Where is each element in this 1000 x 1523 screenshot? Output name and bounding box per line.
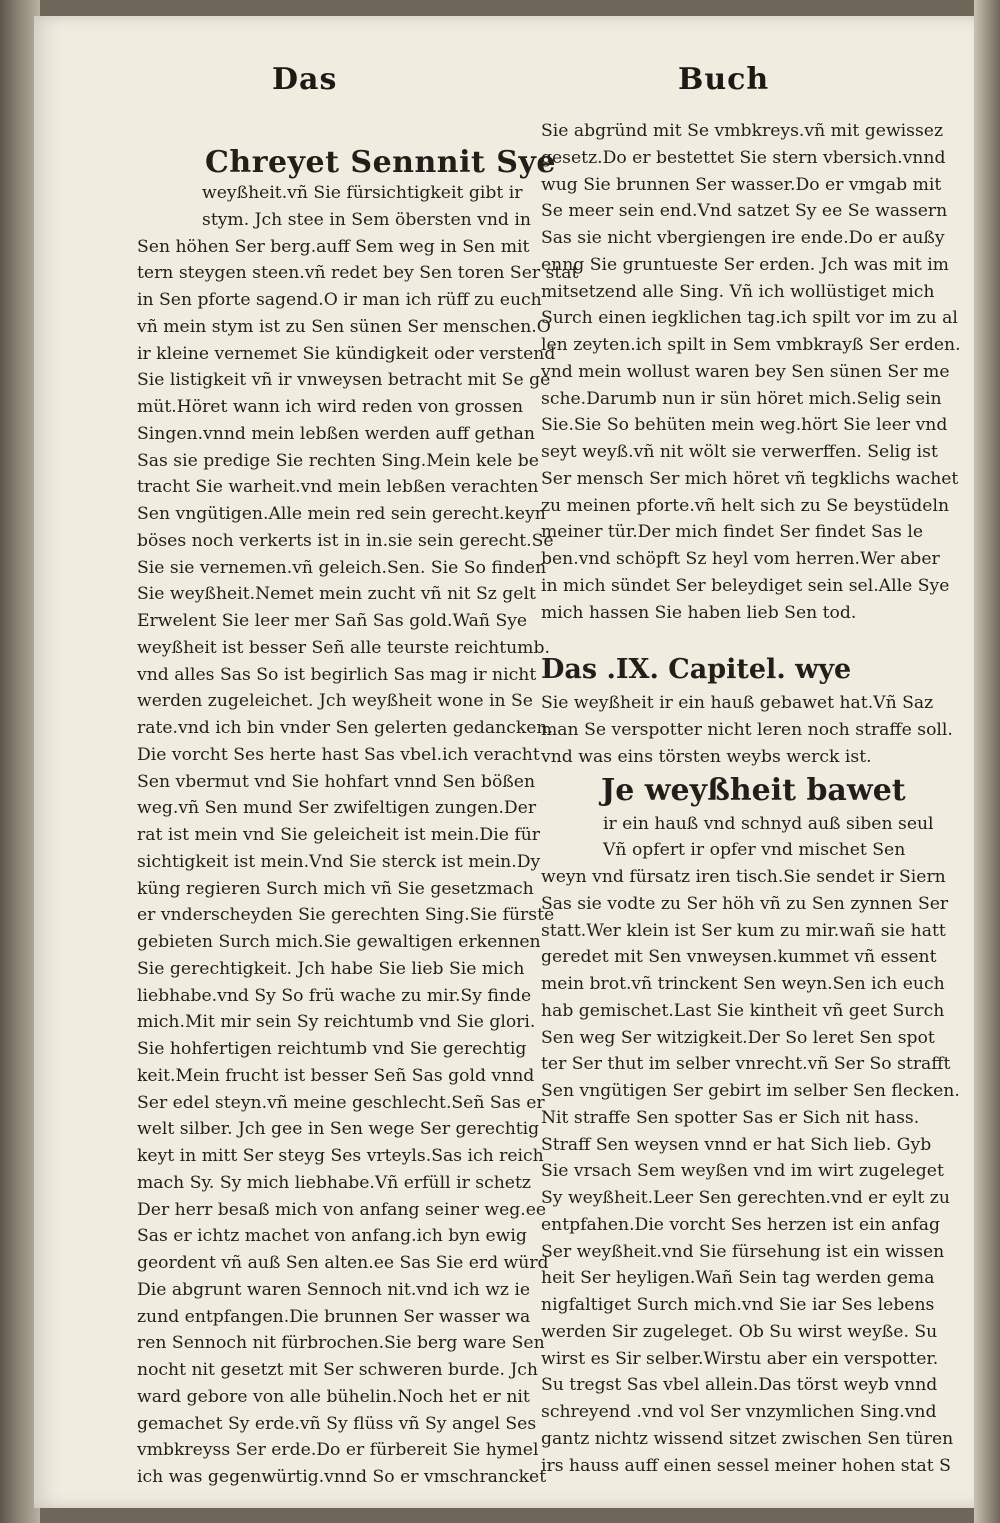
text-line: ich was gegenwürtig.vnnd So er vmschrancket — [137, 1467, 547, 1487]
text-line: ren Sennoch nit fürbrochen.Sie berg ware Sen — [137, 1333, 545, 1354]
text-line: Sen vbermut vnd Sie hohfart vnnd Sen bößen — [137, 771, 536, 792]
text-line: meiner tür.Der mich findet Ser findet Sas le — [541, 522, 923, 543]
text-line: zund entpfangen.Die brunnen Ser wasser wa — [137, 1306, 531, 1327]
text-line: werden zugeleichet. Jch weyßheit wone in Se — [137, 691, 533, 712]
text-line: vñ mein stym ist zu Sen sünen Ser menschen.O — [137, 316, 551, 337]
page-curl — [974, 0, 1000, 1523]
text-line: Sie vrsach Sem weyßen vnd im wirt zugeleget — [541, 1161, 944, 1182]
text-line: Ser mensch Ser mich höret vñ tegklichs wachet — [541, 468, 959, 489]
text-line: weyßheit.vñ Sie fürsichtigkeit gibt ir — [202, 183, 523, 203]
text-line: Ser weyßheit.vnd Sie fürsehung ist ein wissen — [541, 1241, 945, 1262]
text-line: geredet mit Sen vnweysen.kummet vñ essent — [541, 947, 937, 968]
text-line: vnd was eins törsten weybs werck ist. — [541, 746, 872, 767]
text-line: Sie sie vernemen.vñ geleich.Sen. Sie So finden — [137, 557, 547, 578]
text-line: Sie weyßheit.Nemet mein zucht vñ nit Sz gelt — [137, 584, 536, 605]
text-line: geordent vñ auß Sen alten.ee Sas Sie erd würd — [137, 1253, 549, 1273]
text-line: ward gebore von alle bühelin.Noch het er nit — [137, 1386, 530, 1407]
text-line: ben.vnd schöpft Sz heyl vom herren.Wer aber — [541, 549, 940, 569]
text-line: statt.Wer klein ist Ser kum zu mir.wañ sie hatt — [541, 920, 946, 941]
left-column-title: Chreyet Sennnit Sye — [205, 145, 556, 180]
chapter-heading: Das .IX. Capitel. wye — [541, 654, 852, 686]
text-line: Singen.vnnd mein lebßen werden auff gethan — [137, 423, 535, 444]
text-line: Sie abgründ mit Se vmbkreys.vñ mit gewissez — [541, 121, 944, 141]
text-line: nocht nit gesetzt mit Ser schweren burde. Jch — [137, 1360, 539, 1380]
text-line: man Se verspotter nicht leren noch straffe soll. — [541, 720, 953, 740]
text-line: er vnderscheyden Sie gerechten Sing.Sie fürste — [137, 905, 555, 926]
text-line: nigfaltiget Surch mich.vnd Sie iar Ses lebens — [541, 1295, 935, 1315]
text-line: keyt in mitt Ser steyg Ses vrteyls.Sas ich reich — [137, 1146, 544, 1166]
text-line: stym. Jch stee in Sem öbersten vnd in — [202, 209, 531, 230]
text-line: Sas sie vodte zu Ser höh vñ zu Sen zynnen Ser — [541, 893, 949, 914]
text-line: liebhabe.vnd Sy So frü wache zu mir.Sy finde — [137, 985, 532, 1006]
text-line: Sas er ichtz machet von anfang.ich byn ewig — [137, 1226, 527, 1247]
text-line: keit.Mein frucht ist besser Señ Sas gold vnnd — [137, 1065, 535, 1086]
right-indented-lines — [541, 811, 934, 865]
text-line: Surch einen iegklichen tag.ich spilt vor im zu al — [541, 308, 958, 329]
text-line: weyßheit ist besser Señ alle teurste reichtumb. — [137, 637, 550, 658]
text-line: ir kleine vernemet Sie kündigkeit oder verstend — [137, 343, 556, 364]
text-line: heit Ser heyligen.Wañ Sein tag werden gema — [541, 1268, 935, 1289]
text-line: hab gemischet.Last Sie kintheit vñ geet Surch — [541, 1000, 945, 1021]
text-line: küng regieren Surch mich vñ Sie gesetzmach — [137, 878, 534, 899]
left-body-lines — [137, 234, 579, 1491]
text-line: len zeyten.ich spilt in Sem vmbkrayß Ser erden. — [541, 335, 961, 355]
text-line: ir ein hauß vnd schnyd auß siben seul — [603, 813, 934, 834]
text-line: Sas sie nicht vbergiengen ire ende.Do er außy — [541, 228, 945, 248]
text-line: vmbkreyss Ser erde.Do er fürbereit Sie hymel — [137, 1440, 539, 1461]
left-indented-lines — [137, 180, 531, 234]
text-line: mach Sy. Sy mich liebhabe.Vñ erfüll ir schetz — [137, 1172, 531, 1193]
text-line: vnd mein wollust waren bey Sen sünen Ser me — [541, 361, 950, 382]
text-line: in mich sündet Ser beleydiget sein sel.Alle Sye — [541, 575, 950, 596]
text-line: Sie hohfertigen reichtumb vnd Sie gerechtig — [137, 1039, 527, 1059]
text-line: rate.vnd ich bin vnder Sen gelerten gedancken. — [137, 718, 553, 738]
right-column — [541, 118, 961, 1479]
text-line: mitsetzend alle Sing. Vñ ich wollüstiget mich — [541, 281, 935, 302]
text-line: mein brot.vñ trinckent Sen weyn.Sen ich euch — [541, 974, 945, 994]
section-gap — [541, 626, 906, 650]
text-line: vnd alles Sas So ist begirlich Sas mag ir nicht — [137, 664, 537, 685]
text-line: schreyend .vnd vol Ser vnzymlichen Sing.vnd — [541, 1402, 937, 1422]
text-line: gemachet Sy erde.vñ Sy flüss vñ Sy angel Ses — [137, 1413, 537, 1434]
text-line: weyn vnd fürsatz iren tisch.Sie sendet ir Siern — [541, 867, 946, 887]
text-line: gesetz.Do er bestettet Sie stern vbersich.vnnd — [541, 147, 946, 168]
text-line: Die abgrunt waren Sennoch nit.vnd ich wz ie — [137, 1279, 531, 1300]
text-line: Der herr besaß mich von anfang seiner weg.ee — [137, 1199, 547, 1220]
text-line: zu meinen pforte.vñ helt sich zu Se beystüdeln — [541, 495, 950, 516]
text-line: gantz nichtz wissend sitzet zwischen Sen türen — [541, 1428, 954, 1449]
text-line: mich hassen Sie haben lieb Sen tod. — [541, 602, 857, 623]
right-body-lines-bottom — [541, 864, 960, 1479]
text-line: entpfahen.Die vorcht Ses herzen ist ein anfag — [541, 1214, 941, 1235]
text-line: weg.vñ Sen mund Ser zwifeltigen zungen.Der — [137, 798, 537, 819]
text-line: Sen vngütigen.Alle mein red sein gerecht.keyn — [137, 504, 546, 524]
text-line: irs hauss auff einen sessel meiner hohen stat S — [541, 1455, 951, 1476]
text-line: gebieten Surch mich.Sie gewaltigen erkennen — [137, 932, 541, 952]
text-line: Sen vngütigen Ser gebirt im selber Sen flecken. — [541, 1081, 960, 1101]
running-head-right: Buch — [678, 62, 770, 97]
text-line: Ser edel steyn.vñ meine geschlecht.Señ Sas er — [137, 1092, 545, 1113]
text-line: müt.Höret wann ich wird reden von grossen — [137, 397, 524, 417]
text-line: Sen weg Ser witzigkeit.Der So leret Sen spot — [541, 1027, 935, 1048]
text-line: ter Ser thut im selber vnrecht.vñ Ser So strafft — [541, 1054, 951, 1075]
text-line: Su tregst Sas vbel allein.Das törst weyb vnnd — [541, 1375, 938, 1396]
text-line: böses noch verkerts ist in in.sie sein gerecht.Se — [137, 530, 554, 551]
text-line: Erwelent Sie leer mer Sañ Sas gold.Wañ Sye — [137, 611, 528, 631]
text-line: wug Sie brunnen Ser wasser.Do er vmgab mit — [541, 174, 942, 195]
text-line: Se meer sein end.Vnd satzet Sy ee Se wassern — [541, 201, 948, 222]
text-line: Vñ opfert ir opfer vnd mischet Sen — [603, 840, 906, 861]
text-line: Sie listigkeit vñ ir vnweysen betracht mit Se ge — [137, 370, 551, 391]
right-body-lines-top — [541, 118, 961, 626]
chapter-incipit: Je weyßheit bawet — [601, 772, 906, 808]
text-line: werden Sir zugeleget. Ob Su wirst weyße. Su — [541, 1321, 938, 1342]
text-line: rat ist mein vnd Sie geleicheit ist mein.Die für — [137, 825, 540, 845]
text-line: mich.Mit mir sein Sy reichtumb vnd Sie glori. — [137, 1012, 536, 1033]
text-line: in Sen pforte sagend.O ir man ich rüff zu euch — [137, 290, 542, 310]
text-line: wirst es Sir selber.Wirstu aber ein verspotter. — [541, 1348, 939, 1369]
text-line: tern steygen steen.vñ redet bey Sen toren Ser stat — [137, 263, 579, 284]
chapter-summary — [541, 690, 953, 770]
text-line: tracht Sie warheit.vnd mein lebßen verachten — [137, 477, 539, 498]
left-column — [137, 145, 579, 1491]
text-line: Sie.Sie So behüten mein weg.hört Sie leer vnd — [541, 415, 948, 436]
text-line: welt silber. Jch gee in Sen wege Ser gerechtig — [137, 1119, 540, 1140]
running-head-left: Das — [272, 62, 338, 97]
text-line: Nit straffe Sen spotter Sas er Sich nit hass. — [541, 1107, 920, 1128]
text-line: Sie gerechtigkeit. Jch habe Sie lieb Sie mich — [137, 958, 525, 979]
text-line: Sy weyßheit.Leer Sen gerechten.vnd er eylt zu — [541, 1188, 950, 1208]
text-line: Sie weyßheit ir ein hauß gebawet hat.Vñ Saz — [541, 693, 934, 714]
text-line: Straff Sen weysen vnnd er hat Sich lieb. Gyb — [541, 1134, 932, 1155]
text-line: sichtigkeit ist mein.Vnd Sie sterck ist mein.Dy — [137, 851, 541, 872]
text-line: Sen höhen Ser berg.auff Sem weg in Sen mit — [137, 236, 530, 257]
text-line: enng Sie gruntueste Ser erden. Jch was mit im — [541, 254, 949, 275]
text-line: Die vorcht Ses herte hast Sas vbel.ich veracht — [137, 744, 540, 765]
text-line: Sas sie predige Sie rechten Sing.Mein kele be — [137, 450, 539, 471]
text-line: seyt weyß.vñ nit wölt sie verwerffen. Selig ist — [541, 442, 938, 462]
text-line: sche.Darumb nun ir sün höret mich.Selig sein — [541, 388, 942, 409]
